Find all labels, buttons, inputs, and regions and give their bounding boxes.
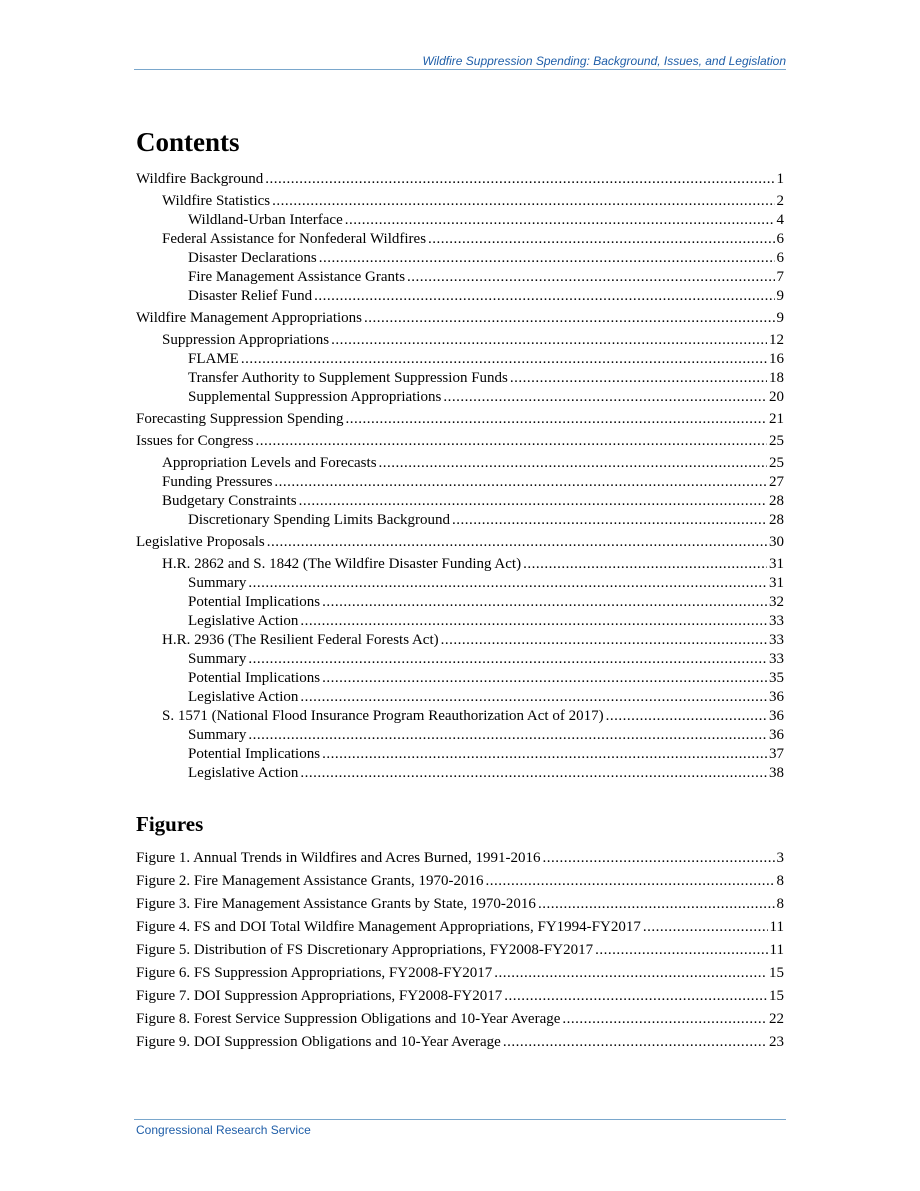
toc-entry[interactable] [136,230,784,249]
dot-leader [248,574,767,593]
toc-entry-title: Figure 9. DOI Suppression Obligations and 10-Year Average [136,1034,501,1050]
toc-entry-page-number: 23 [769,1034,784,1050]
toc-entry[interactable] [136,511,784,530]
toc-entry-page-number: 31 [769,575,784,591]
toc-entry[interactable] [136,688,784,707]
toc-entry-page-number: 36 [769,727,784,743]
toc-entry-page-number: 28 [769,493,784,509]
toc-entry-page-number: 8 [776,873,784,889]
header-divider [134,69,786,70]
dot-leader [319,249,775,268]
toc-entry-page-number: 9 [776,288,784,304]
dot-leader [407,268,774,287]
dot-leader [504,985,767,1008]
toc-entry[interactable] [136,410,784,429]
figure-entry[interactable] [136,962,784,985]
dot-leader [300,688,767,707]
toc-entry-page-number: 32 [769,594,784,610]
toc-entry-title: Summary [188,651,247,667]
toc-entry-title: Summary [188,727,247,743]
dot-leader [538,893,775,916]
toc-entry[interactable] [136,454,784,473]
toc-entry[interactable] [136,287,784,306]
toc-entry[interactable] [136,764,784,783]
toc-entry-title: Figure 1. Annual Trends in Wildfires and Acres Burned, 1991-2016 [136,850,541,866]
toc-entry-title: Figure 3. Fire Management Assistance Grants by State, 1970-2016 [136,896,536,912]
toc-entry-title: Disaster Relief Fund [188,288,313,304]
dot-leader [265,170,774,189]
toc-entry-title: Figure 7. DOI Suppression Appropriations, FY2008-FY2017 [136,988,503,1004]
toc-entry-title: Issues for Congress [136,433,254,449]
toc-entry[interactable] [136,331,784,350]
footer-divider [134,1119,786,1120]
toc-entry-title: Legislative Action [188,689,299,705]
figure-entry[interactable] [136,1031,784,1054]
dot-leader [248,650,767,669]
toc-entry-page-number: 20 [769,389,784,405]
dot-leader [331,331,767,350]
toc-entry-page-number: 16 [769,351,784,367]
toc-entry-page-number: 6 [776,250,784,266]
toc-entry-title: Figure 2. Fire Management Assistance Grants, 1970-2016 [136,873,484,889]
dot-leader [364,309,774,328]
toc-entry-title: Transfer Authority to Supplement Suppression Funds [188,370,508,386]
dot-leader [543,847,775,870]
toc-entry-page-number: 25 [769,433,784,449]
dot-leader [267,533,767,552]
toc-entry-page-number: 15 [769,988,784,1004]
toc-entry-title: H.R. 2862 and S. 1842 (The Wildfire Disaster Funding Act) [162,556,522,572]
toc-entry-page-number: 6 [776,231,784,247]
toc-entry-page-number: 36 [769,689,784,705]
dot-leader [441,631,767,650]
toc-entry-title: Legislative Action [188,765,299,781]
figure-entry[interactable] [136,1008,784,1031]
figures-section [136,811,784,1054]
toc-entry[interactable] [136,574,784,593]
toc-entry-page-number: 33 [769,651,784,667]
dot-leader [428,230,774,249]
dot-leader [595,939,767,962]
toc-entry[interactable] [136,388,784,407]
toc-entry-title: Summary [188,575,247,591]
toc-entry-page-number: 12 [769,332,784,348]
toc-entry-page-number: 28 [769,512,784,528]
toc-entry[interactable] [136,170,784,189]
toc-entry-title: Budgetary Constraints [162,493,297,509]
toc-entry-title: Figure 4. FS and DOI Total Wildfire Management Appropriations, FY1994-FY2017 [136,919,641,935]
toc-entry-page-number: 36 [769,708,784,724]
dot-leader [443,388,767,407]
toc-entry-page-number: 9 [776,310,784,326]
toc-entry-page-number: 2 [776,193,784,209]
figure-entry[interactable] [136,847,784,870]
toc-main [136,126,784,1054]
dot-leader [314,287,774,306]
toc-entry-page-number: 3 [776,850,784,866]
toc-entry[interactable] [136,268,784,287]
toc-entry-title: Fire Management Assistance Grants [188,269,406,285]
toc-entry[interactable] [136,309,784,328]
toc-entry-title: Disaster Declarations [188,250,317,266]
toc-entry-title: Wildfire Statistics [162,193,271,209]
toc-entry-title: Forecasting Suppression Spending [136,411,344,427]
toc-entry-title: H.R. 2936 (The Resilient Federal Forests Act) [162,632,439,648]
toc-entry[interactable] [136,707,784,726]
toc-entry-page-number: 33 [769,632,784,648]
toc-entry-page-number: 7 [776,269,784,285]
dot-leader [241,350,767,369]
toc-entry-page-number: 11 [769,942,784,958]
dot-leader [299,492,767,511]
toc-entry-title: Potential Implications [188,670,321,686]
figure-entry[interactable] [136,939,784,962]
toc-entry-title: Figure 6. FS Suppression Appropriations, FY2008-FY2017 [136,965,493,981]
figures-list [136,847,784,1054]
toc-entry-title: Wildfire Management Appropriations [136,310,363,326]
toc-entry-page-number: 1 [776,171,784,187]
dot-leader [248,726,767,745]
toc-entry-title: FLAME [188,351,239,367]
toc-entry-title: Figure 8. Forest Service Suppression Obligations and 10-Year Average [136,1011,561,1027]
toc-entry[interactable] [136,350,784,369]
figure-entry[interactable] [136,916,784,939]
dot-leader [256,432,768,451]
toc-entry-title: Appropriation Levels and Forecasts [162,455,377,471]
toc-entry[interactable] [136,249,784,268]
toc-entry-title: S. 1571 (National Flood Insurance Program Reauthorization Act of 2017) [162,708,604,724]
contents-list [136,170,784,783]
toc-entry-title: Wildfire Background [136,171,264,187]
toc-entry-page-number: 22 [769,1011,784,1027]
dot-leader [322,745,767,764]
toc-entry-page-number: 15 [769,965,784,981]
toc-entry-title: Wildland-Urban Interface [188,212,343,228]
toc-entry[interactable] [136,555,784,574]
toc-entry[interactable] [136,669,784,688]
figures-heading: Figures [136,812,204,836]
dot-leader [452,511,767,530]
dot-leader [523,555,767,574]
toc-entry[interactable] [136,533,784,552]
toc-entry-title: Potential Implications [188,594,321,610]
dot-leader [322,669,767,688]
toc-entry[interactable] [136,631,784,650]
figure-entry[interactable] [136,870,784,893]
toc-entry-page-number: 35 [769,670,784,686]
toc-entry-title: Discretionary Spending Limits Background [188,512,451,528]
toc-entry[interactable] [136,192,784,211]
toc-entry[interactable] [136,612,784,631]
dot-leader [346,410,768,429]
toc-entry-page-number: 4 [776,212,784,228]
toc-entry-page-number: 27 [769,474,784,490]
running-header: Wildfire Suppression Spending: Background, Issues, and Legislation [422,54,786,68]
dot-leader [494,962,767,985]
dot-leader [274,473,767,492]
toc-entry[interactable] [136,432,784,451]
toc-entry-page-number: 8 [776,896,784,912]
toc-entry-title: Figure 5. Distribution of FS Discretionary Appropriations, FY2008-FY2017 [136,942,594,958]
toc-entry-title: Legislative Action [188,613,299,629]
toc-entry-title: Legislative Proposals [136,534,265,550]
toc-entry-page-number: 11 [769,919,784,935]
toc-entry-title: Supplemental Suppression Appropriations [188,389,442,405]
figure-entry[interactable] [136,985,784,1008]
toc-entry-title: Funding Pressures [162,474,273,490]
toc-entry[interactable] [136,745,784,764]
toc-entry-title: Potential Implications [188,746,321,762]
toc-entry-page-number: 37 [769,746,784,762]
dot-leader [503,1031,767,1054]
footer-organization: Congressional Research Service [136,1123,311,1137]
toc-entry-page-number: 30 [769,534,784,550]
toc-entry-title: Federal Assistance for Nonfederal Wildfires [162,231,427,247]
dot-leader [379,454,767,473]
toc-entry-title: Suppression Appropriations [162,332,330,348]
toc-entry[interactable] [136,492,784,511]
toc-entry-page-number: 21 [769,411,784,427]
dot-leader [345,211,775,230]
toc-entry[interactable] [136,726,784,745]
dot-leader [562,1008,767,1031]
dot-leader [272,192,774,211]
dot-leader [606,707,767,726]
dot-leader [322,593,767,612]
toc-entry[interactable] [136,211,784,230]
dot-leader [485,870,774,893]
toc-entry[interactable] [136,593,784,612]
dot-leader [510,369,767,388]
dot-leader [300,612,767,631]
figure-entry[interactable] [136,893,784,916]
contents-heading: Contents [136,127,240,157]
toc-entry[interactable] [136,473,784,492]
toc-entry[interactable] [136,369,784,388]
toc-entry-page-number: 25 [769,455,784,471]
toc-entry-page-number: 31 [769,556,784,572]
toc-entry-page-number: 33 [769,613,784,629]
dot-leader [643,916,768,939]
toc-entry-page-number: 38 [769,765,784,781]
toc-entry[interactable] [136,650,784,669]
dot-leader [300,764,767,783]
toc-entry-page-number: 18 [769,370,784,386]
